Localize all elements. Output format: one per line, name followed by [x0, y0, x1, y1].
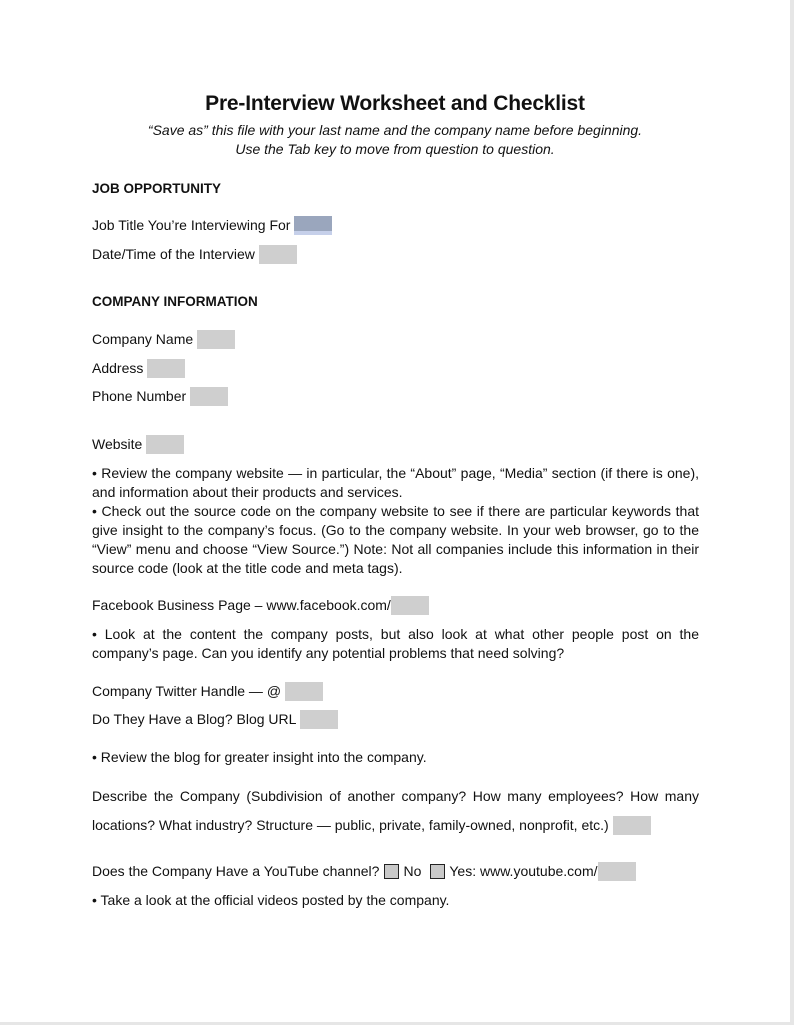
job-title-field[interactable] [294, 216, 332, 235]
describe-company-row [92, 815, 651, 835]
youtube-row [92, 861, 636, 881]
interview-datetime-field[interactable] [259, 245, 297, 264]
website-bullet-source-code: • Check out the source code on the company website to see if there are particular keywords that give insight to the company’s focus. (Go to the company website. In your web browser, go to the “View” menu and choose “View Source.”) Note: Not all companies include this information in their source code (look at the title code and meta tags). [92, 503, 699, 576]
describe-company-line1 [92, 787, 699, 806]
page-title: Pre-Interview Worksheet and Checklist [205, 92, 585, 115]
website-bullets [92, 464, 699, 578]
facebook-field[interactable] [391, 596, 429, 615]
twitter-row [92, 681, 323, 701]
youtube-no-label: No [403, 863, 422, 879]
blog-bullet-row [92, 747, 427, 767]
website-field[interactable] [146, 435, 184, 454]
blog-url-field[interactable] [300, 710, 338, 729]
interview-datetime-row [92, 244, 297, 264]
interview-datetime-label: Date/Time of the Interview [92, 246, 255, 262]
address-field[interactable] [147, 359, 185, 378]
company-name-label: Company Name [92, 331, 194, 347]
phone-label: Phone Number [92, 388, 187, 404]
twitter-field[interactable] [285, 682, 323, 701]
describe-company-text2: locations? What industry? Structure — public, private, family-owned, nonprofit, etc.) [92, 817, 609, 833]
company-information-heading: COMPANY INFORMATION [92, 293, 258, 309]
youtube-label: Does the Company Have a YouTube channel? [92, 863, 380, 879]
blog-bullet-text: • Review the blog for greater insight into the company. [92, 749, 427, 765]
facebook-row [92, 595, 429, 615]
facebook-bullet [92, 625, 699, 663]
twitter-label: Company Twitter Handle — @ [92, 683, 282, 699]
company-name-row [92, 329, 235, 349]
describe-company-text1: Describe the Company (Subdivision of another company? How many employees? How many [92, 788, 699, 804]
website-label: Website [92, 436, 143, 452]
youtube-yes-label: Yes: www.youtube.com/ [449, 863, 598, 879]
youtube-yes-checkbox[interactable] [430, 864, 445, 879]
describe-company-field[interactable] [613, 816, 651, 835]
blog-label: Do They Have a Blog? Blog URL [92, 711, 297, 727]
address-label: Address [92, 360, 144, 376]
address-row [92, 358, 185, 378]
youtube-channel-field[interactable] [598, 862, 636, 881]
phone-field[interactable] [190, 387, 228, 406]
subtitle-save-as: “Save as” this file with your last name and the company name before beginning. [147, 122, 643, 138]
job-title-row [92, 215, 332, 235]
facebook-bullet-text: • Look at the content the company posts, but also look at what other people post on the company’s page. Can you identify any potential problems that need solving? [92, 626, 699, 661]
website-row [92, 434, 184, 454]
job-title-label: Job Title You’re Interviewing For [92, 217, 291, 233]
subtitle-tab-key: Use the Tab key to move from question to question. [235, 141, 555, 157]
youtube-no-checkbox[interactable] [384, 864, 399, 879]
company-name-field[interactable] [197, 330, 235, 349]
website-bullet-review: • Review the company website — in particular, the “About” page, “Media” section (if there is one), and information about their products and services. [92, 465, 699, 500]
blog-row [92, 709, 338, 729]
youtube-bullet-row [92, 890, 449, 910]
job-opportunity-heading: JOB OPPORTUNITY [92, 180, 222, 196]
youtube-bullet-text: • Take a look at the official videos posted by the company. [92, 892, 450, 908]
facebook-label: Facebook Business Page – www.facebook.com/ [92, 597, 391, 613]
phone-row [92, 386, 228, 406]
page-edge-right [790, 0, 794, 1025]
